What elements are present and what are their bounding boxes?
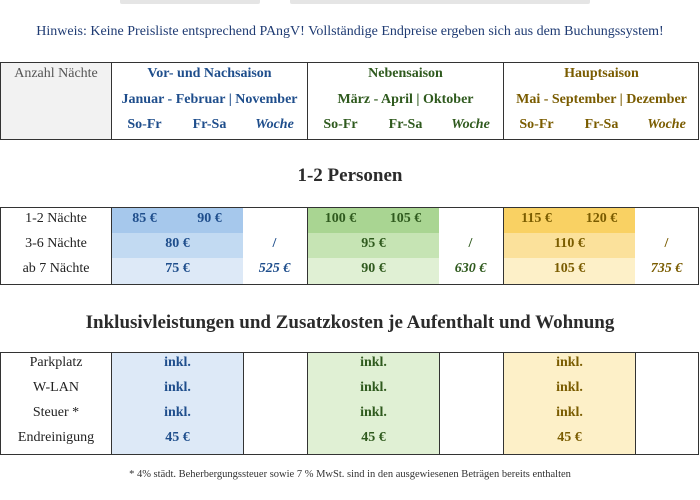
col-header-woche: Woche — [647, 117, 686, 132]
extra-value: inkl. — [164, 405, 191, 420]
notice-text: Hinweis: Keine Preisliste entsprechend PAngV! Vollständige Endpreise ergeben sich aus dem Buchungssystem! — [36, 24, 664, 39]
cropped-top-content — [120, 0, 260, 4]
season-mid-months: März - April | Oktober — [337, 92, 474, 107]
col-header-woche: Woche — [451, 117, 490, 132]
season-low-name: Vor- und Nachsaison — [147, 66, 272, 81]
extra-value: inkl. — [556, 405, 583, 420]
col-header-sofr: So-Fr — [323, 117, 358, 132]
extra-label-wlan: W-LAN — [33, 380, 79, 395]
price-cell: 105 € — [389, 211, 422, 226]
week-price-cell: 735 € — [650, 261, 683, 276]
col-header-frsa: Fr-Sa — [584, 117, 619, 132]
season-header-table — [0, 62, 699, 140]
week-price-cell: / — [664, 236, 669, 251]
season-high-months: Mai - September | Dezember — [516, 92, 687, 107]
price-cell: 120 € — [585, 211, 618, 226]
col-header-sofr: So-Fr — [127, 117, 162, 132]
price-cell: 75 € — [165, 261, 190, 276]
col-header-sofr: So-Fr — [519, 117, 554, 132]
price-cell: 100 € — [324, 211, 357, 226]
price-cell: 90 € — [197, 211, 222, 226]
extra-value: inkl. — [164, 380, 191, 395]
price-cell: 110 € — [554, 236, 585, 251]
price-table — [0, 207, 699, 285]
week-price-cell: / — [468, 236, 473, 251]
extra-value: inkl. — [360, 405, 387, 420]
extra-value: 45 € — [557, 430, 582, 445]
cropped-top-content — [290, 0, 590, 4]
week-price-cell: 525 € — [258, 261, 291, 276]
price-cell: 105 € — [553, 261, 586, 276]
extra-label-parkplatz: Parkplatz — [29, 355, 83, 370]
section-title-persons: 1-2 Personen — [297, 165, 403, 186]
price-cell: 90 € — [361, 261, 386, 276]
season-low-months: Januar - Februar | November — [121, 92, 298, 107]
extra-label-endreinigung: Endreinigung — [17, 430, 95, 445]
season-high-name: Hauptsaison — [564, 66, 639, 81]
extra-label-steuer: Steuer * — [32, 405, 80, 420]
extra-value: inkl. — [556, 355, 583, 370]
price-cell: 80 € — [165, 236, 190, 251]
price-cell: 95 € — [361, 236, 386, 251]
extra-value: 45 € — [361, 430, 386, 445]
row-label-ab-7-naechte: ab 7 Nächte — [22, 261, 90, 276]
season-mid-name: Nebensaison — [368, 66, 443, 81]
section-title-extras: Inklusivleistungen und Zusatzkosten je Aufenthalt und Wohnung — [85, 312, 615, 333]
extras-table — [0, 352, 699, 455]
nights-header-label: Anzahl Nächte — [14, 66, 98, 81]
week-price-cell: 630 € — [454, 261, 487, 276]
col-header-frsa: Fr-Sa — [192, 117, 227, 132]
extra-value: 45 € — [165, 430, 190, 445]
extra-value: inkl. — [360, 380, 387, 395]
extra-value: inkl. — [360, 355, 387, 370]
footnote: * 4% städt. Beherbergungssteuer sowie 7 % MwSt. sind in den ausgewiesenen Beträgen bereits enthalten — [129, 469, 571, 480]
col-header-frsa: Fr-Sa — [388, 117, 423, 132]
row-label-3-6-naechte: 3-6 Nächte — [25, 236, 87, 251]
row-label-1-2-naechte: 1-2 Nächte — [25, 211, 87, 226]
col-header-woche: Woche — [255, 117, 294, 132]
price-cell: 85 € — [132, 211, 157, 226]
extra-value: inkl. — [164, 355, 191, 370]
price-cell: 115 € — [521, 211, 552, 226]
extra-value: inkl. — [556, 380, 583, 395]
week-price-cell: / — [272, 236, 277, 251]
